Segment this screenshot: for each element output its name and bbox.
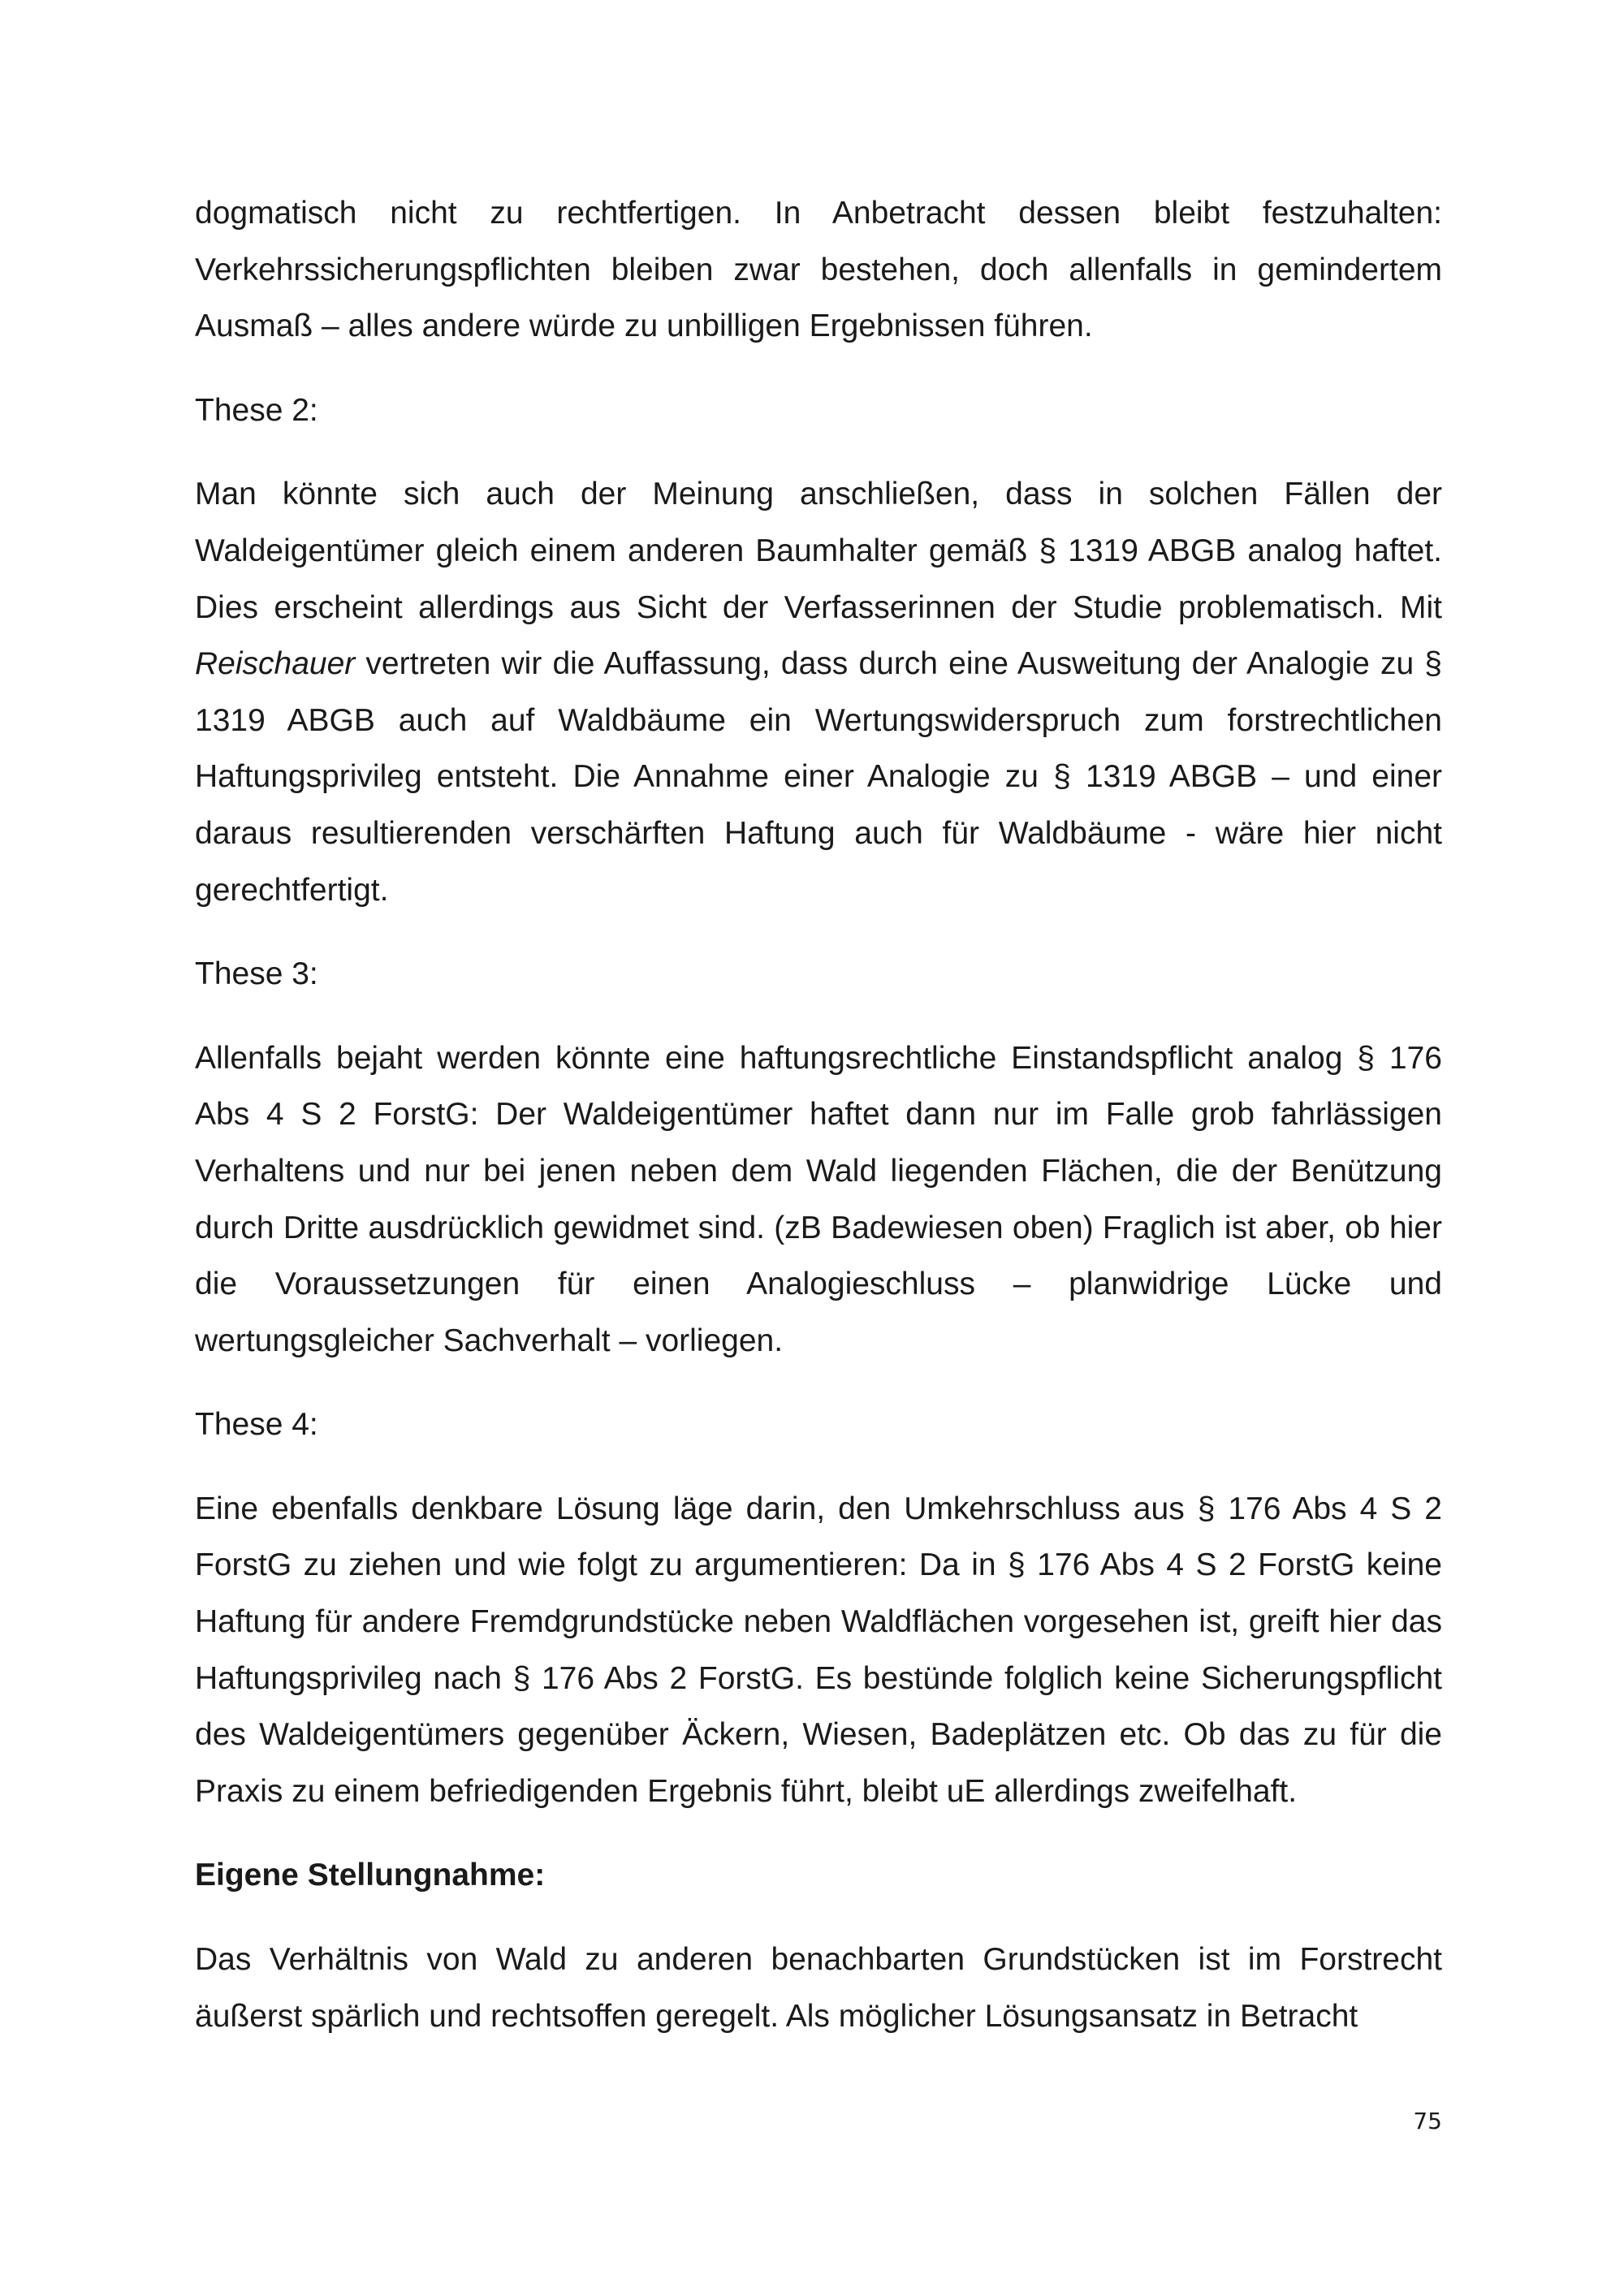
thesis-3-paragraph: Allenfalls bejaht werden könnte eine haftungsrechtliche Einstandspflicht analog § 176 Abs 4 S 2 ForstG: Der Waldeigentümer haftet dann nur im Falle grob fahrlässigen Verhaltens und nur bei jenen neben dem Wald liegenden Flächen, die der Benützung durch Dritte ausdrücklich gewidmet sind. (zB Badewiesen oben) Fraglich ist aber, ob hier die Voraussetzungen für einen Analogieschluss – planwidrige Lücke und wertungsgleicher Sachverhalt – vorliegen. — [195, 1040, 1442, 1358]
closing-paragraph: Das Verhältnis von Wald zu anderen benachbarten Grundstücken ist im Forstrecht äußerst spärlich und rechtsoffen geregelt. Als möglicher Lösungsansatz in Betracht — [195, 1942, 1442, 2034]
thesis-2-text-start: Man könnte sich auch der Meinung anschließen, dass in solchen Fällen der Waldeigentümer gleich einem anderen Baumhalter gemäß § 1319 ABGB analog haftet. Dies erscheint allerdings aus Sicht der Verfasserinnen der Studie problematisch. Mit — [195, 477, 1442, 625]
thesis-2-label: These 2: — [195, 392, 318, 428]
thesis-4-label: These 4: — [195, 1407, 318, 1443]
document-body — [195, 185, 1442, 2044]
page-number: 75 — [1413, 2108, 1442, 2134]
thesis-2-text-end: vertreten wir die Auffassung, dass durch eine Ausweitung der Analogie zu § 1319 ABGB auch auf Waldbäume ein Wertungswiderspruch zum forstrechtlichen Haftungsprivileg entsteht. Die Annahme einer Analogie zu § 1319 ABGB – und einer daraus resultierenden verschärften Haftung auch für Waldbäume - wäre hier nicht gerechtfertigt. — [195, 646, 1442, 908]
section-heading: Eigene Stellungnahme: — [195, 1858, 546, 1893]
paragraph-intro: dogmatisch nicht zu rechtfertigen. In Anbetracht dessen bleibt festzuhalten: Verkehrssicherungspflichten bleiben zwar bestehen, doch allenfalls in gemindertem Ausmaß – alles andere würde zu unbilligen Ergebnissen führen. — [195, 196, 1442, 344]
thesis-4-paragraph: Eine ebenfalls denkbare Lösung läge darin, den Umkehrschluss aus § 176 Abs 4 S 2 ForstG zu ziehen und wie folgt zu argumentieren: Da in § 176 Abs 4 S 2 ForstG keine Haftung für andere Fremdgrundstücke neben Waldflächen vorgesehen ist, greift hier das Haftungsprivileg nach § 176 Abs 2 ForstG. Es bestünde folglich keine Sicherungspflicht des Waldeigentümers gegenüber Äckern, Wiesen, Badeplätzen etc. Ob das zu für die Praxis zu einem befriedigenden Ergebnis führt, bleibt uE allerdings zweifelhaft. — [195, 1491, 1442, 1809]
thesis-3-label: These 3: — [195, 956, 318, 992]
author-name: Reischauer — [195, 646, 356, 682]
thesis-2-paragraph — [195, 466, 1442, 918]
